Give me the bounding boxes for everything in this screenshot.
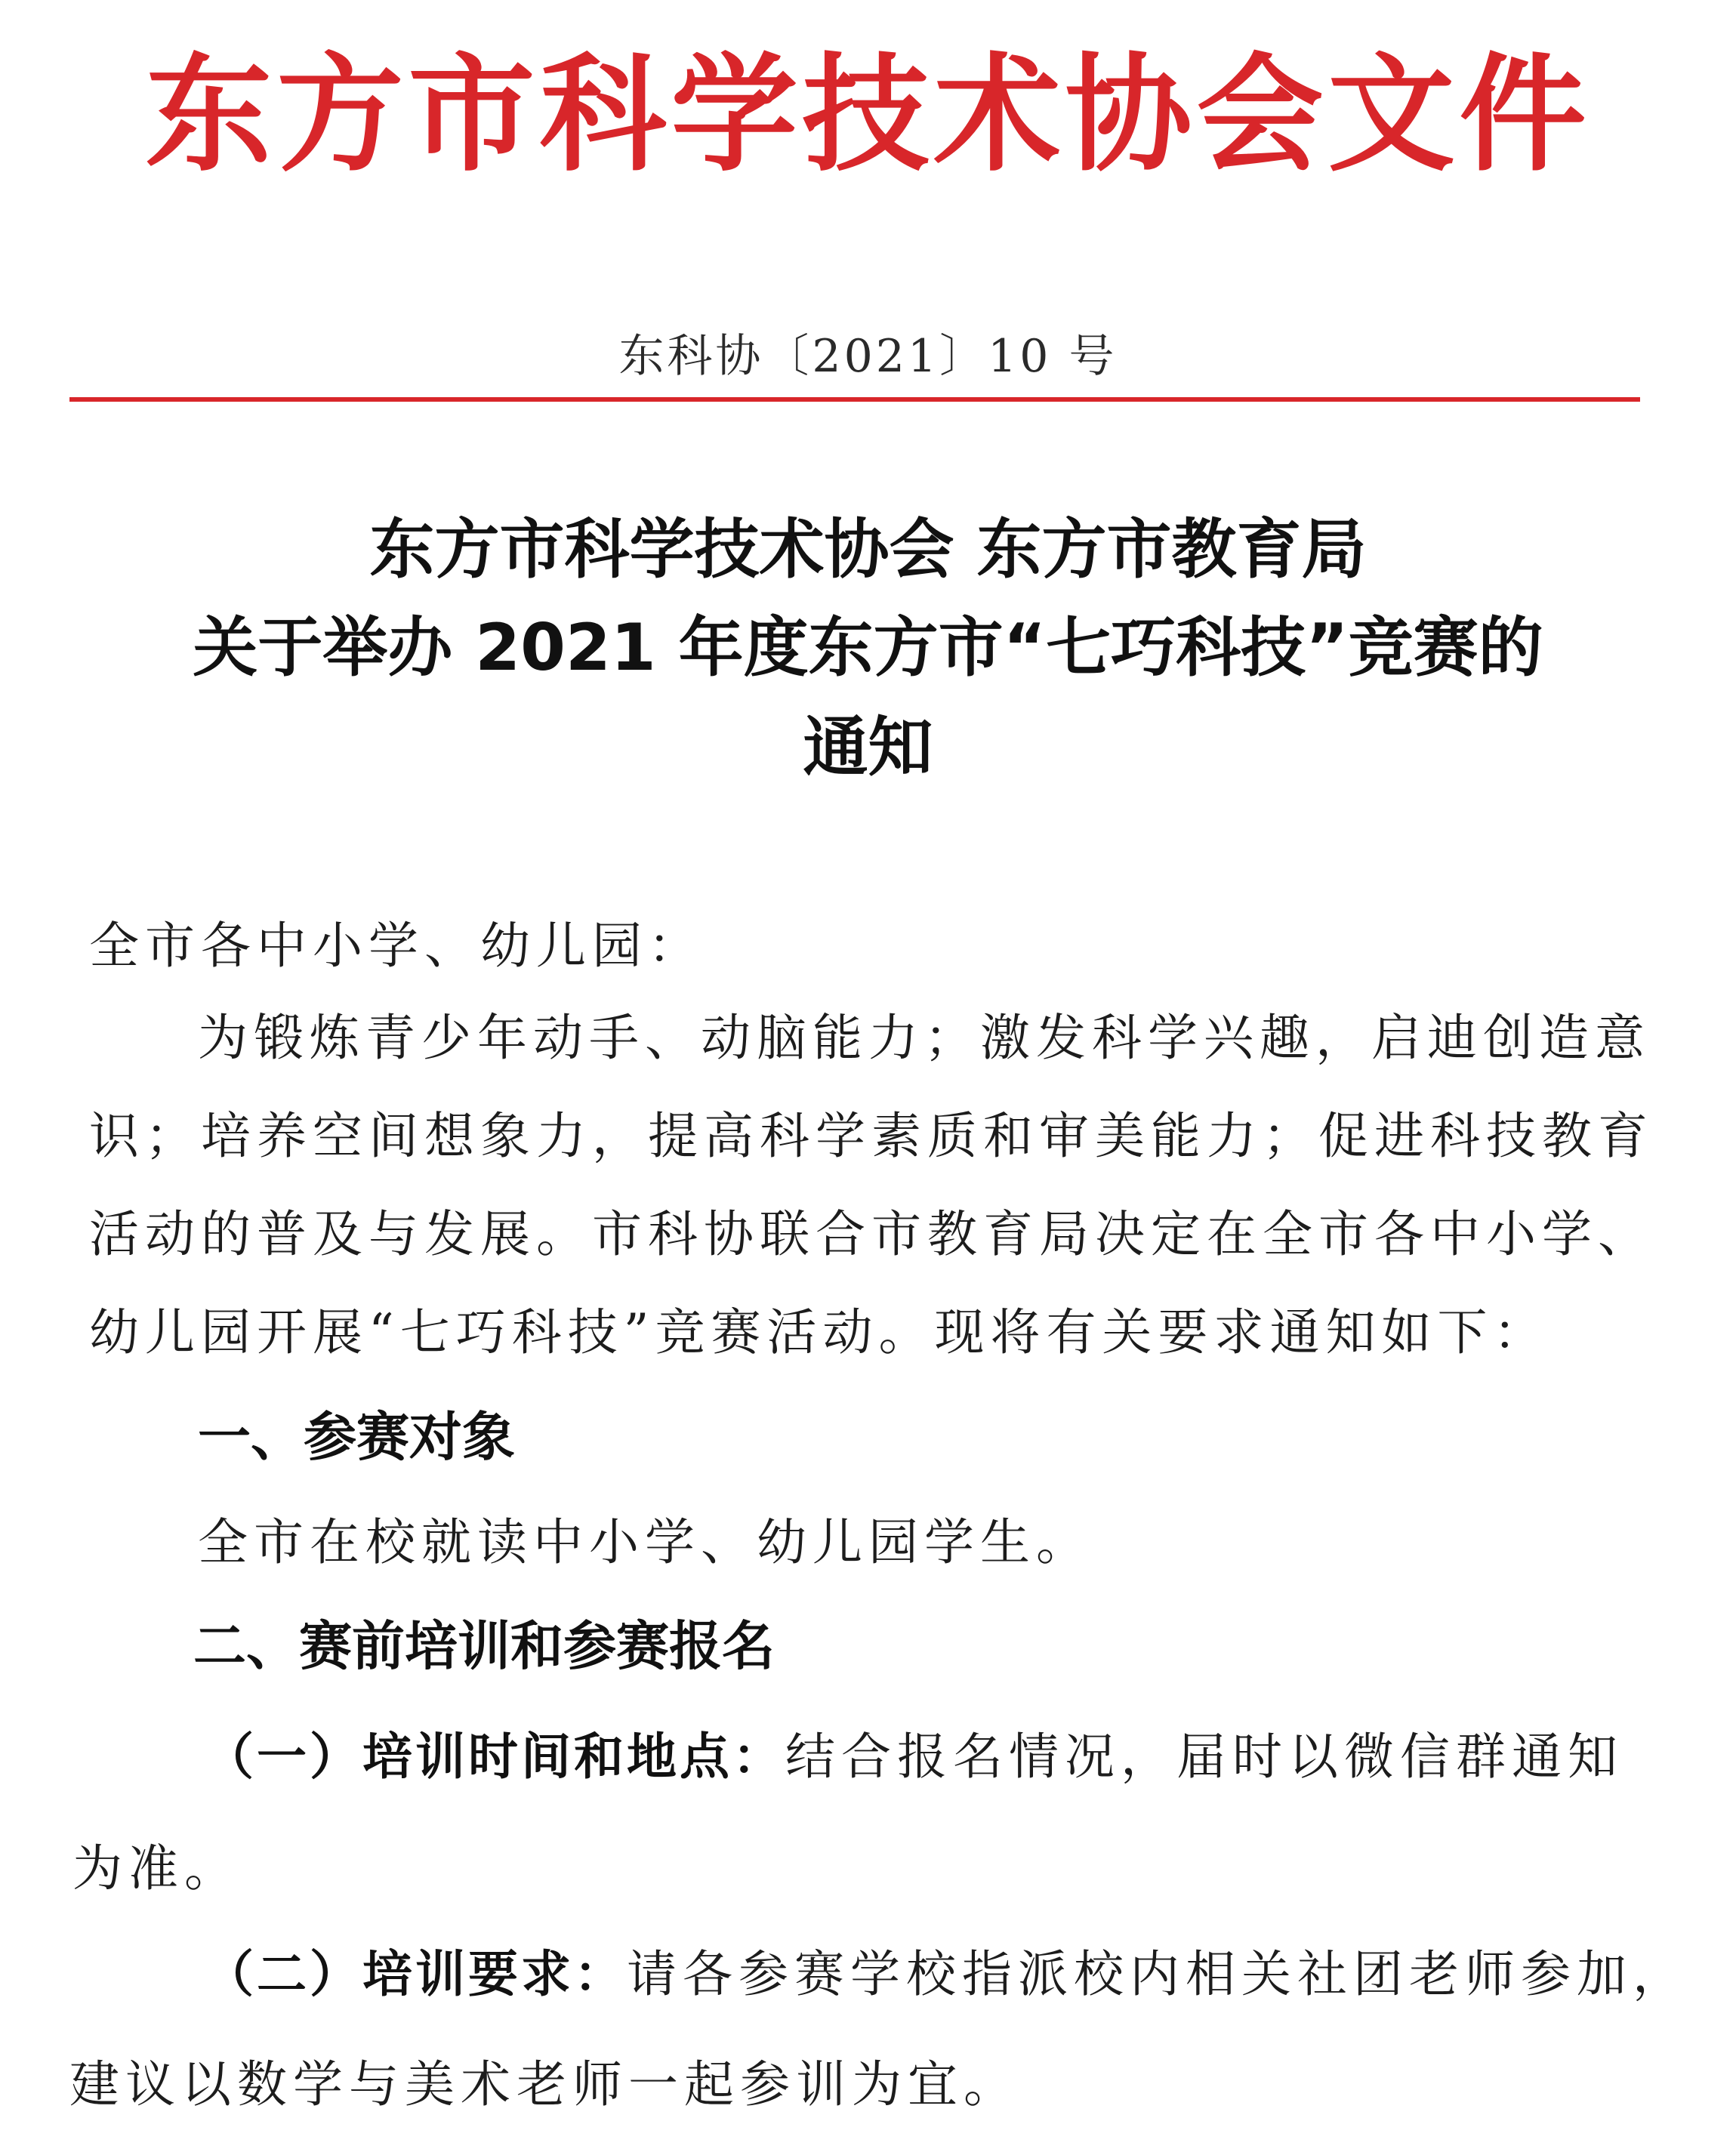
item-1-line-1 <box>204 1723 1736 1791</box>
item-2-label: （二）培训要求： <box>204 1945 627 2003</box>
red-letterhead-title: 东方市科学技术协会文件 <box>145 41 1591 189</box>
section-2-heading: 二、赛前培训和参赛报名 <box>193 1615 775 1677</box>
document-number: 东科协〔2021〕10 号 <box>618 330 1118 383</box>
item-2-line-1 <box>204 1941 1736 2009</box>
notice-title-line-2: 关于举办 2021 年度东方市“七巧科技”竞赛的 <box>193 610 1543 686</box>
red-divider-line <box>69 397 1640 402</box>
item-2-line-2: 建议以数学与美术老师一起参训为宜。 <box>69 2055 1019 2113</box>
section-1-text: 全市在校就读中小学、幼儿园学生。 <box>198 1513 1092 1571</box>
intro-line-4: 幼儿园开展“七巧科技”竞赛活动。现将有关要求通知如下： <box>89 1303 1549 1361</box>
item-2-text: 请各参赛学校指派校内相关社团老师参加， <box>627 1945 1688 2003</box>
item-1-label: （一）培训时间和地点： <box>204 1728 785 1786</box>
addressee: 全市各中小学、幼儿园： <box>89 917 704 975</box>
notice-title-line-1: 东方市科学技术协会 东方市教育局 <box>369 512 1367 587</box>
item-1-line-2: 为准。 <box>72 1839 240 1898</box>
intro-line-1: 为锻炼青少年动手、动脑能力；激发科学兴趣，启迪创造意 <box>198 1009 1651 1067</box>
notice-title-line-3: 通知 <box>803 710 933 785</box>
item-1-text: 结合报名情况，届时以微信群通知 <box>785 1728 1623 1786</box>
intro-line-2: 识；培养空间想象力，提高科学素质和审美能力；促进科技教育 <box>89 1107 1654 1165</box>
intro-line-3: 活动的普及与发展。市科协联合市教育局决定在全市各中小学、 <box>89 1205 1654 1263</box>
section-1-heading: 一、参赛对象 <box>198 1406 515 1468</box>
